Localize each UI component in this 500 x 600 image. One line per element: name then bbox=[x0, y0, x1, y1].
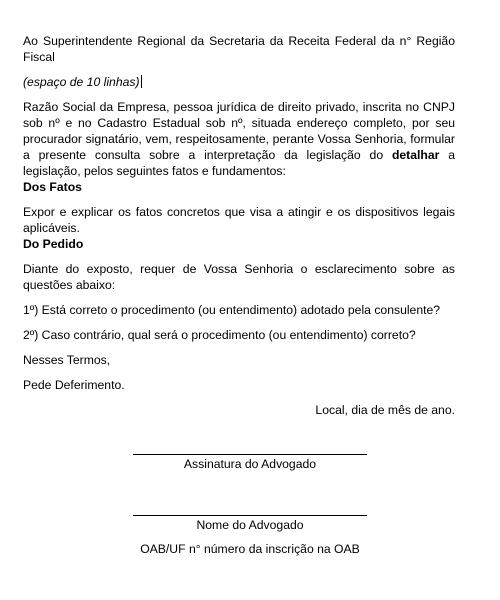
oab-label: OAB/UF n° número da inscrição na OAB bbox=[140, 542, 360, 556]
signature-label: Assinatura do Advogado bbox=[183, 457, 317, 471]
place-date: Local, dia de mês de ano. bbox=[315, 403, 455, 417]
name-line bbox=[133, 515, 367, 516]
text-cursor bbox=[141, 75, 142, 88]
intro-paragraph bbox=[23, 99, 455, 179]
name-block bbox=[0, 515, 500, 532]
signature-block bbox=[0, 454, 500, 471]
facts-heading: Dos Fatos bbox=[23, 180, 82, 194]
signature-line bbox=[133, 454, 367, 455]
intro-text-end: a legislação, pelos seguintes fatos e fundamentos: bbox=[23, 148, 456, 178]
closing-terms: Nesses Termos, bbox=[23, 353, 111, 367]
closing-request: Pede Deferimento. bbox=[23, 378, 125, 392]
request-heading: Do Pedido bbox=[23, 237, 84, 251]
question-2: 2º) Caso contrário, qual será o procedimento (ou entendimento) correto? bbox=[23, 328, 416, 342]
facts-paragraph: Expor e explicar os fatos concretos que visa a atingir e os dispositivos legais aplicáveis. bbox=[23, 205, 455, 235]
space-note bbox=[23, 74, 455, 90]
request-paragraph: Diante do exposto, requer de Vossa Senhoria o esclarecimento sobre as questões abaixo: bbox=[23, 262, 455, 292]
document-body bbox=[23, 33, 455, 418]
space-note-text: (espaço de 10 linhas) bbox=[23, 75, 140, 89]
intro-bold-term: detalhar bbox=[391, 148, 440, 162]
name-label: Nome do Advogado bbox=[196, 518, 304, 532]
intro-text-start: Razão Social da Empresa, pessoa jurídica de direito privado, inscrita no CNPJ sob nº e no Cadastro Estadual sob nº, situada endereço completo, por seu procurador signatário, vem, respeitosamente, perante Vossa Senhoria, formular a presente consulta sobre a interpretação da legislação do bbox=[23, 100, 455, 162]
recipient-line: Ao Superintendente Regional da Secretaria da Receita Federal da n° Região Fiscal bbox=[23, 34, 455, 64]
oab-block bbox=[0, 542, 500, 556]
question-1: 1º) Está correto o procedimento (ou entendimento) adotado pela consulente? bbox=[23, 303, 441, 317]
